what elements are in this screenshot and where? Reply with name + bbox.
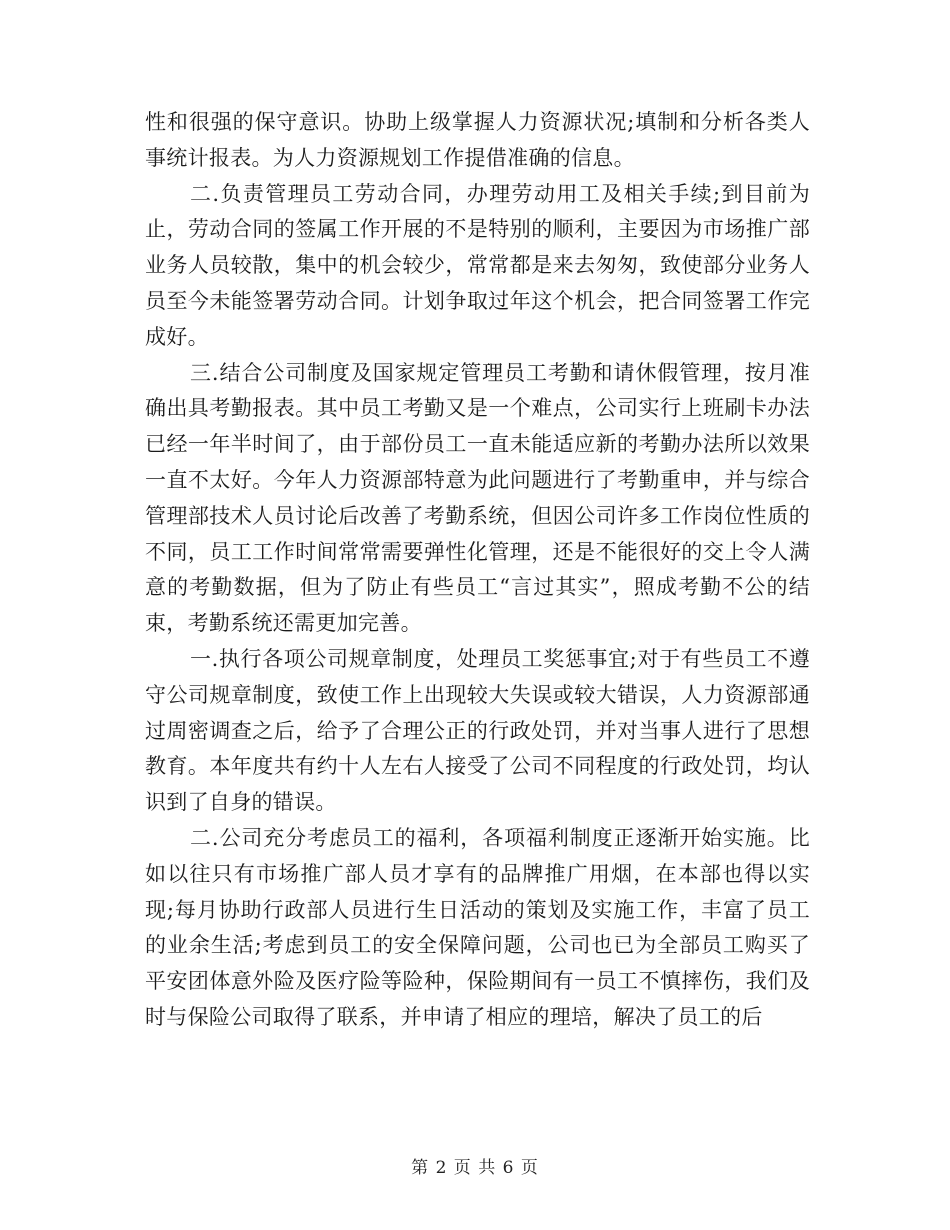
document-body (145, 105, 810, 1036)
paragraph-3: 三.结合公司制度及国家规定管理员工考勤和请休假管理，按月准确出具考勤报表。其中员工考勤又是一个难点，公司实行上班刷卡办法已经一年半时间了，由于部份员工一直未能适应新的考勤办法所以效果一直不太好。今年人力资源部特意为此问题进行了考勤重申，并与综合管理部技术人员讨论后改善了考勤系统，但因公司许多工作岗位性质的不同，员工工作时间常常需要弹性化管理，还是不能很好的交上令人满意的考勤数据，但为了防止有些员工“言过其实”，照成考勤不公的结束，考勤系统还需更加完善。 (145, 360, 810, 636)
paragraph-2: 二.负责管理员工劳动合同，办理劳动用工及相关手续;到目前为止，劳动合同的签属工作开展的不是特别的顺利，主要因为市场推广部业务人员较散，集中的机会较少，常常都是来去匆匆，致使部分业务人员至今未能签署劳动合同。计划争取过年这个机会，把合同签署工作完成好。 (145, 181, 810, 349)
page-number-footer: 第 2 页 共 6 页 (411, 1158, 539, 1178)
paragraph-4: 一.执行各项公司规章制度，处理员工奖惩事宜;对于有些员工不遵守公司规章制度，致使工作上出现较大失误或较大错误，人力资源部通过周密调查之后，给予了合理公正的行政处罚，并对当事人进行了思想教育。本年度共有约十人左右人接受了公司不同程度的行政处罚，均认识到了自身的错误。 (145, 646, 810, 815)
paragraph-5: 二.公司充分考虑员工的福利，各项福利制度正逐渐开始实施。比如以往只有市场推广部人员才享有的品牌推广用烟，在本部也得以实现;每月协助行政部人员进行生日活动的策划及实施工作，丰富了员工的业余生活;考虑到员工的安全保障问题，公司也已为全部员工购买了平安团体意外险及医疗险等险种，保险期间有一员工不慎摔伤，我们及时与保险公司取得了联系，并申请了相应的理培，解决了员工的后 (145, 825, 810, 1029)
paragraph-1: 性和很强的保守意识。协助上级掌握人力资源状况;填制和分析各类人事统计报表。为人力资源规划工作提借准确的信息。 (145, 110, 810, 170)
